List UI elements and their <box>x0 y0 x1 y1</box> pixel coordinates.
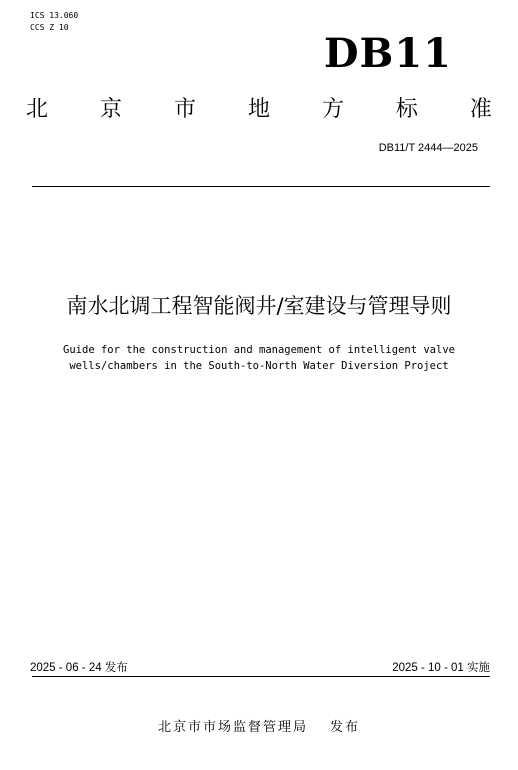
top-divider <box>32 186 490 187</box>
standard-type-char: 京 <box>99 97 122 122</box>
standard-type-char: 准 <box>469 97 492 122</box>
standard-brand-logo: DB11 <box>323 30 452 77</box>
issue-date: 2025 - 06 - 24 发布 <box>30 662 128 674</box>
standard-type-char: 北 <box>26 97 49 122</box>
standard-type-char: 方 <box>321 97 344 122</box>
document-title-chinese: 南水北调工程智能阀井/室建设与管理导则 <box>66 294 452 318</box>
issuing-authority <box>0 716 518 735</box>
classification-codes <box>30 10 78 34</box>
standard-type-char: 市 <box>173 97 196 122</box>
english-title-line: Guide for the construction and management of intelligent valve <box>63 344 455 356</box>
ics-code: ICS 13.060 <box>30 11 79 20</box>
standard-type-char: 地 <box>247 97 270 122</box>
english-title-line: wells/chambers in the South-to-North Water Diversion Project <box>69 360 449 372</box>
issuer-name: 北京市市场监督管理局 <box>157 720 308 735</box>
standard-number: DB11/T 2444—2025 <box>378 142 478 154</box>
ccs-code: CCS Z 10 <box>30 23 69 32</box>
standard-type-char: 标 <box>395 97 418 122</box>
bottom-divider <box>32 676 490 677</box>
issuer-action: 发布 <box>330 720 361 735</box>
document-title-english <box>0 342 518 374</box>
standard-type-heading <box>26 96 492 124</box>
implementation-date: 2025 - 10 - 01 实施 <box>392 662 490 674</box>
